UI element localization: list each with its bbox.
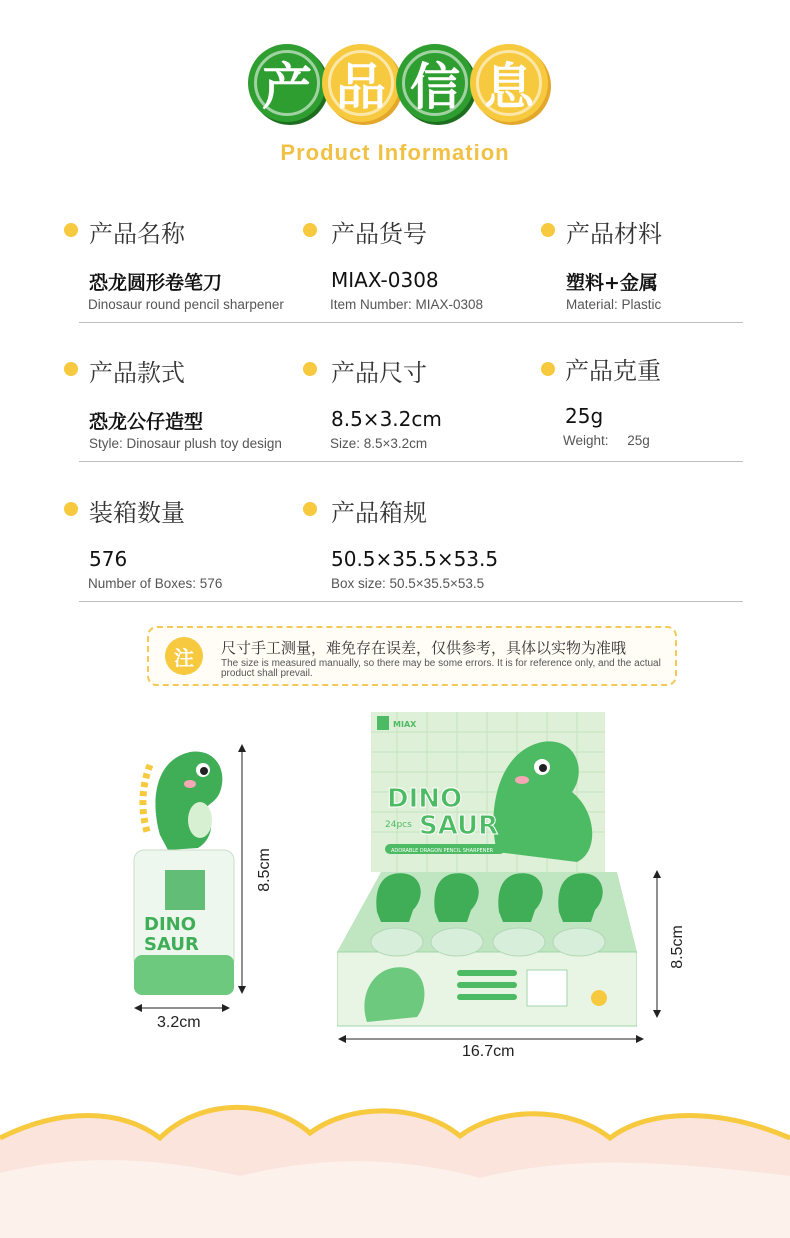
bullet-icon bbox=[303, 502, 317, 516]
bullet-icon bbox=[541, 362, 555, 376]
page-subtitle: Product Information bbox=[280, 140, 510, 165]
field-en-item-number: Item Number: MIAX-0308 bbox=[330, 297, 484, 312]
sharpener-illustration bbox=[120, 740, 250, 1000]
field-value-name: 恐龙圆形卷笔刀 bbox=[89, 272, 223, 294]
decorative-wave bbox=[0, 1098, 790, 1238]
field-label-weight: 产品克重 bbox=[565, 357, 661, 385]
field-en-name: Dinosaur round pencil sharpener bbox=[88, 297, 284, 312]
field-value-material: 塑料+金属 bbox=[566, 272, 658, 294]
box-title-1: DINO bbox=[387, 784, 463, 814]
box-title-2: SAUR bbox=[419, 811, 499, 841]
note-text-cn: 尺寸手工测量，难免存在误差，仅供参考，具体以实物为准哦 bbox=[221, 639, 627, 657]
bullet-icon bbox=[303, 223, 317, 237]
field-en-material: Material: Plastic bbox=[566, 297, 662, 312]
divider bbox=[79, 322, 743, 323]
bullet-icon bbox=[541, 223, 555, 237]
cylinder-print-2: SAUR bbox=[144, 934, 199, 955]
measurement-note bbox=[147, 626, 677, 686]
title-badge-2: 品 bbox=[322, 44, 400, 122]
width-arrow-left bbox=[134, 1002, 230, 1014]
divider bbox=[79, 601, 743, 602]
field-value-box-size: 50.5×35.5×53.5 bbox=[331, 547, 499, 571]
field-value-style: 恐龙公仔造型 bbox=[89, 411, 204, 433]
field-label-name: 产品名称 bbox=[89, 220, 185, 248]
field-value-box-qty: 576 bbox=[89, 547, 128, 571]
cylinder-print-1: DINO bbox=[144, 914, 197, 935]
title-badge-3: 信 bbox=[396, 44, 474, 122]
box-tagline: ADORABLE DRAGON PENCIL SHARPENER bbox=[391, 848, 494, 854]
field-value-size: 8.5×3.2cm bbox=[331, 407, 442, 431]
field-label-box-size: 产品箱规 bbox=[331, 499, 427, 527]
title-badge-4: 息 bbox=[470, 44, 548, 122]
height-label-right: 8.5cm bbox=[668, 925, 686, 969]
bullet-icon bbox=[64, 502, 78, 516]
field-value-item-number: MIAX-0308 bbox=[331, 268, 439, 292]
title-badge-1: 产 bbox=[248, 44, 326, 122]
note-text-en: The size is measured manually, so there may be some errors. It is for reference only, and the actual product shall prevail. bbox=[221, 658, 661, 679]
divider bbox=[79, 461, 743, 462]
height-arrow-right bbox=[651, 870, 663, 1018]
field-en-box-size: Box size: 50.5×35.5×53.5 bbox=[331, 576, 485, 591]
field-en-weight: Weight: 25g bbox=[563, 433, 650, 448]
bullet-icon bbox=[303, 362, 317, 376]
field-en-size: Size: 8.5×3.2cm bbox=[330, 436, 428, 451]
field-label-style: 产品款式 bbox=[89, 359, 185, 387]
field-label-material: 产品材料 bbox=[566, 220, 662, 248]
note-icon: 注 bbox=[165, 637, 203, 675]
field-label-size: 产品尺寸 bbox=[331, 359, 427, 387]
height-arrow-left bbox=[236, 744, 248, 994]
bullet-icon bbox=[64, 223, 78, 237]
field-label-box-qty: 装箱数量 bbox=[89, 499, 185, 527]
height-label-left: 8.5cm bbox=[255, 848, 273, 892]
bullet-icon bbox=[64, 362, 78, 376]
field-label-item-number: 产品货号 bbox=[331, 220, 427, 248]
width-label-right: 16.7cm bbox=[462, 1043, 515, 1060]
box-brand: MIAX bbox=[393, 720, 417, 729]
width-label-left: 3.2cm bbox=[157, 1014, 201, 1031]
field-en-style: Style: Dinosaur plush toy design bbox=[89, 436, 282, 451]
field-value-weight: 25g bbox=[565, 404, 604, 428]
display-box-illustration bbox=[337, 712, 637, 1030]
box-count: 24pcs bbox=[385, 820, 412, 830]
field-en-box-qty: Number of Boxes: 576 bbox=[88, 576, 223, 591]
